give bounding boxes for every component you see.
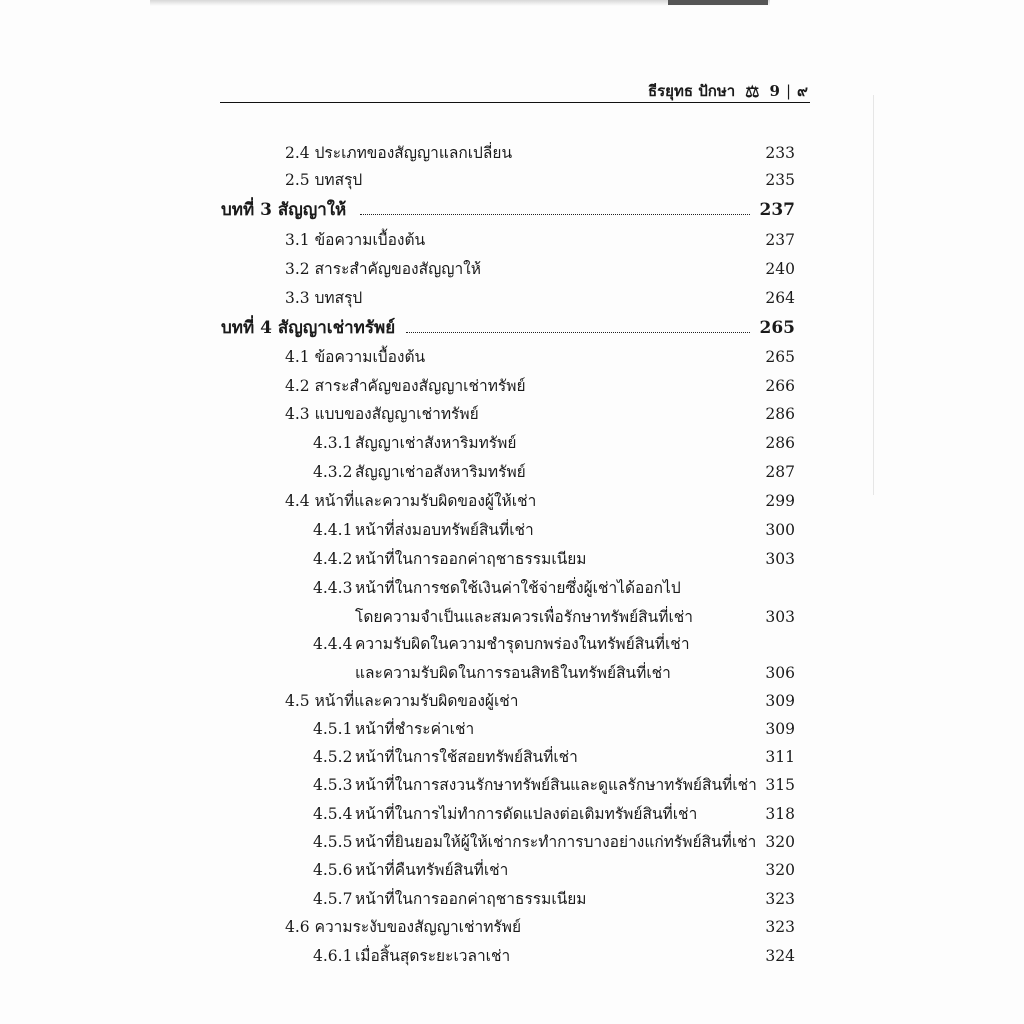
toc-subentry [0, 459, 1024, 485]
toc-entry-page: 235 [765, 171, 795, 189]
toc-entry-title: 4.5 หน้าที่และความรับผิดของผู้เช่า [285, 692, 519, 710]
toc-subentry-number: 4.5.2 [313, 748, 353, 766]
toc-subentry-title: หน้าที่ในการใช้สอยทรัพย์สินที่เช่า [355, 748, 578, 766]
header-author: ธีรยุทธ ปักษา [647, 82, 736, 100]
toc-entry [0, 285, 1024, 311]
toc-entry [0, 140, 1024, 166]
toc-subentry-page: 324 [765, 947, 795, 965]
toc-subentry-title: สัญญาเช่าอสังหาริมทรัพย์ [355, 463, 526, 481]
toc-subentry-number: 4.5.6 [313, 861, 353, 879]
toc-subentry-page: 315 [765, 776, 795, 794]
toc-subentry [0, 744, 1024, 770]
toc-subentry-page: 309 [765, 720, 795, 738]
toc-subentry-number: 4.3.1 [313, 434, 353, 452]
toc-subentry-title: หน้าที่ส่งมอบทรัพย์สินที่เช่า [355, 521, 534, 539]
scales-of-justice-icon: ⚖ [745, 81, 760, 101]
toc-subentry-title: หน้าที่ยินยอมให้ผู้ให้เช่ากระทำการบางอย่างแก่ทรัพย์สินที่เช่า [355, 833, 757, 851]
toc-entry-title: 3.1 ข้อความเบื้องต้น [285, 231, 426, 249]
toc-subentry-number: 4.4.3 [313, 579, 353, 597]
toc-chapter-page: 265 [759, 318, 795, 338]
toc-entry-page: 265 [765, 348, 795, 366]
toc-subentry-title: หน้าที่ในการออกค่าฤชาธรรมเนียม [355, 550, 587, 568]
toc-subentry-title: และความรับผิดในการรอนสิทธิในทรัพย์สินที่เช่า [355, 664, 671, 682]
toc-entry [0, 344, 1024, 370]
toc-subentry-title: เมื่อสิ้นสุดระยะเวลาเช่า [355, 947, 511, 965]
toc-subentry-title: หน้าที่ในการออกค่าฤชาธรรมเนียม [355, 890, 587, 908]
toc-subentry-page: 320 [765, 861, 795, 879]
toc-entry-title: 4.1 ข้อความเบื้องต้น [285, 348, 426, 366]
toc-entry [0, 488, 1024, 514]
toc-entry [0, 227, 1024, 253]
toc-entry-title: 4.3 แบบของสัญญาเช่าทรัพย์ [285, 405, 479, 423]
toc-subentry [0, 430, 1024, 456]
toc-chapter-title: บทที่ 3 สัญญาให้ [221, 200, 347, 220]
header-page-number: 9 [769, 82, 780, 100]
toc-subentry-title: หน้าที่คืนทรัพย์สินที่เช่า [355, 861, 509, 879]
toc-subentry [0, 943, 1024, 969]
toc-subentry-number: 4.5.4 [313, 805, 353, 823]
toc-subentry-page: 323 [765, 890, 795, 908]
toc-entry-page: 286 [765, 405, 795, 423]
toc-entry-title: 2.5 บทสรุป [285, 171, 363, 189]
toc-subentry [0, 716, 1024, 742]
toc-entry [0, 401, 1024, 427]
toc-entry-page: 266 [765, 377, 795, 395]
dot-leader [406, 332, 750, 333]
toc-subentry-page: 318 [765, 805, 795, 823]
dot-leader [360, 214, 750, 215]
toc-entry [0, 373, 1024, 399]
toc-subentry [0, 631, 1024, 657]
toc-subentry-number: 4.5.5 [313, 833, 353, 851]
toc-entry-page: 237 [765, 231, 795, 249]
toc-subentry-title: หน้าที่ในการไม่ทำการดัดแปลงต่อเติมทรัพย์สินที่เช่า [355, 805, 698, 823]
toc-subentry [0, 772, 1024, 798]
toc-entry-title: 3.2 สาระสำคัญของสัญญาให้ [285, 260, 481, 278]
toc-subentry-number: 4.4.4 [313, 635, 353, 653]
toc-chapter-title: บทที่ 4 สัญญาเช่าทรัพย์ [221, 318, 396, 338]
toc-subentry-page: 300 [765, 521, 795, 539]
toc-chapter [0, 197, 1024, 223]
toc-subentry-title: หน้าที่ชำระค่าเช่า [355, 720, 475, 738]
toc-subentry-title: โดยความจำเป็นและสมควรเพื่อรักษาทรัพย์สินที่เช่า [355, 608, 693, 626]
toc-chapter-page: 237 [759, 200, 795, 220]
toc-subentry-continuation [0, 660, 1024, 686]
toc-entry-page: 299 [765, 492, 795, 510]
toc-subentry-number: 4.5.3 [313, 776, 353, 794]
toc-entry-title: 4.4 หน้าที่และความรับผิดของผู้ให้เช่า [285, 492, 537, 510]
toc-chapter [0, 315, 1024, 341]
toc-subentry-page: 311 [765, 748, 795, 766]
toc-subentry-continuation [0, 604, 1024, 630]
toc-entry [0, 914, 1024, 940]
toc-subentry-page: 303 [765, 550, 795, 568]
toc-subentry [0, 829, 1024, 855]
toc-subentry [0, 575, 1024, 601]
toc-subentry-title: ความรับผิดในความชำรุดบกพร่องในทรัพย์สินที่เช่า [355, 635, 690, 653]
toc-subentry [0, 886, 1024, 912]
toc-subentry-page: 320 [765, 833, 795, 851]
toc-subentry-page: 287 [765, 463, 795, 481]
toc-entry [0, 167, 1024, 193]
toc-entry-title: 3.3 บทสรุป [285, 289, 363, 307]
toc-subentry-number: 4.6.1 [313, 947, 353, 965]
toc-entry-title: 4.6 ความระงับของสัญญาเช่าทรัพย์ [285, 918, 522, 936]
toc-entry-page: 233 [765, 144, 795, 162]
toc-entry-title: 2.4 ประเภทของสัญญาแลกเปลี่ยน [285, 144, 513, 162]
toc-entry [0, 256, 1024, 282]
toc-subentry-page: 286 [765, 434, 795, 452]
toc-subentry-title: หน้าที่ในการชดใช้เงินค่าใช้จ่ายซึ่งผู้เช่าได้ออกไป [355, 579, 681, 597]
toc-entry-title: 4.2 สาระสำคัญของสัญญาเช่าทรัพย์ [285, 377, 526, 395]
toc-subentry-number: 4.5.1 [313, 720, 353, 738]
toc-entry-page: 323 [765, 918, 795, 936]
toc-subentry-number: 4.3.2 [313, 463, 353, 481]
toc-entry [0, 688, 1024, 714]
header-separator: | [785, 82, 791, 100]
toc-subentry-page: 306 [765, 664, 795, 682]
toc-subentry-title: หน้าที่ในการสงวนรักษาทรัพย์สินและดูแลรักษาทรัพย์สินที่เช่า [355, 776, 757, 794]
toc-subentry-title: สัญญาเช่าสังหาริมทรัพย์ [355, 434, 517, 452]
toc-subentry [0, 857, 1024, 883]
toc-entry-page: 240 [765, 260, 795, 278]
toc-subentry-page: 303 [765, 608, 795, 626]
toc-subentry [0, 546, 1024, 572]
toc-subentry-number: 4.5.7 [313, 890, 353, 908]
toc-subentry [0, 801, 1024, 827]
toc-subentry [0, 517, 1024, 543]
toc-entry-page: 264 [765, 289, 795, 307]
toc-subentry-number: 4.4.1 [313, 521, 353, 539]
toc-entry-page: 309 [765, 692, 795, 710]
header-thai-page-number: ๙ [797, 82, 808, 100]
toc-subentry-number: 4.4.2 [313, 550, 353, 568]
